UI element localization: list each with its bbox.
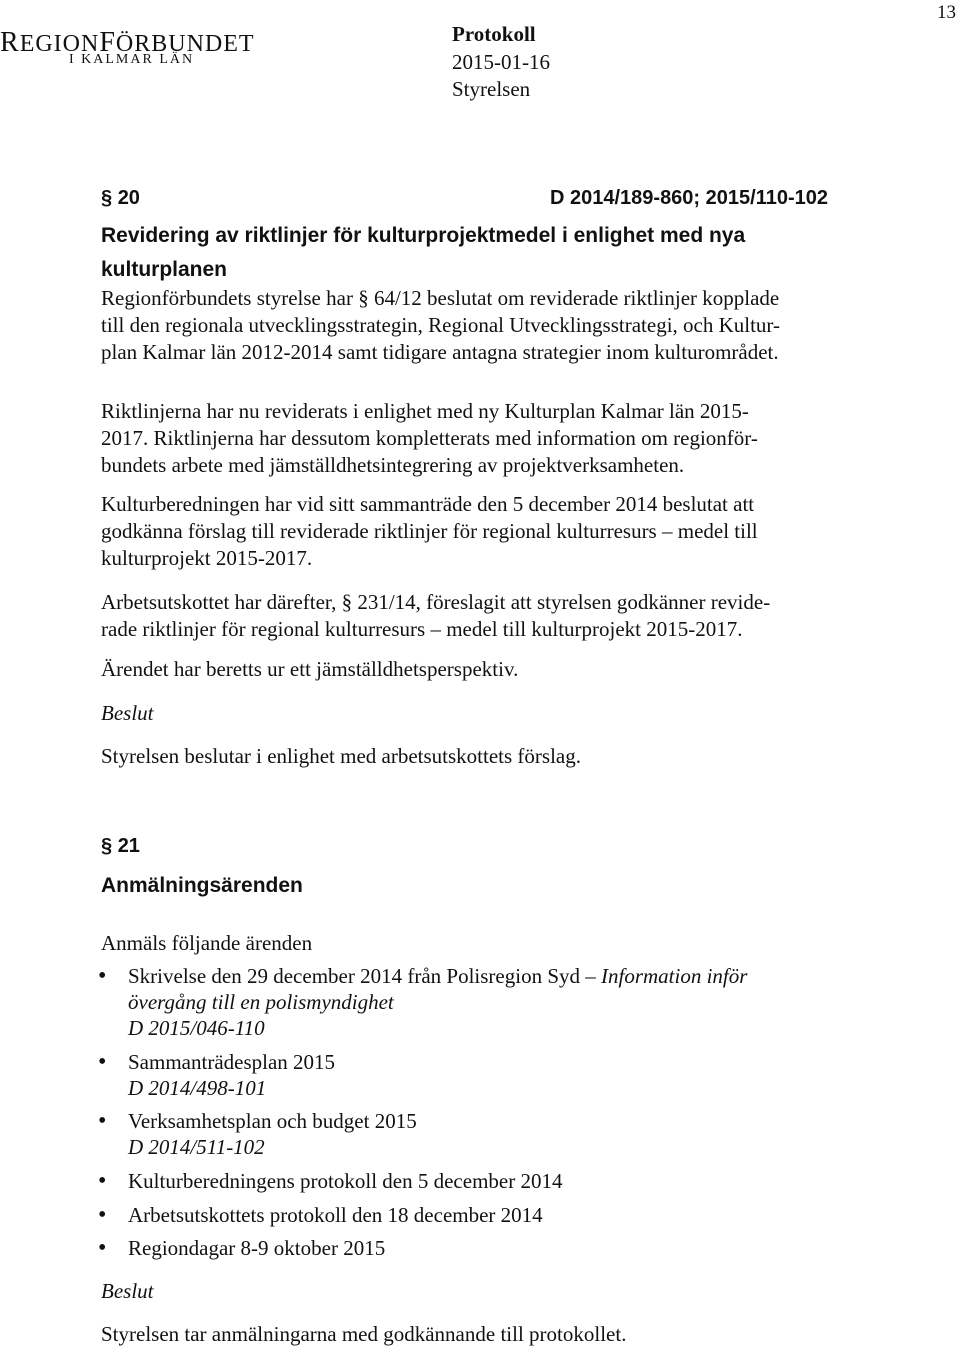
- section-21-number: § 21: [101, 835, 140, 857]
- section-21-title: Anmälningsärenden: [101, 874, 303, 897]
- committee-name: Styrelsen: [452, 77, 531, 101]
- section-21-intro: Anmäls följande ärenden: [101, 931, 313, 955]
- section-21-decision-label: Beslut: [101, 1279, 154, 1303]
- list-item: Kulturberedningens protokoll den 5 december 2014: [128, 1169, 563, 1193]
- document-date: 2015-01-16: [452, 50, 550, 74]
- bullet-icon: •: [98, 1108, 107, 1134]
- section-20-paragraph-3: Kulturberedningen har vid sitt sammanträde den 5 december 2014 beslutat att godkänna förslag till reviderade riktlinjer för regional kulturresurs – medel till kulturprojekt 2015-2017.: [101, 492, 758, 570]
- list-item: Skrivelse den 29 december 2014 från Polisregion Syd – Information inför övergång till en polismyndighet D 2015/046-110: [128, 964, 748, 1040]
- section-20-paragraph-4: Arbetsutskottet har därefter, § 231/14, föreslagit att styrelsen godkänner revide- rade riktlinjer för regional kulturresurs – medel till kulturprojekt 2015-2017.: [101, 590, 771, 641]
- bullet-icon: •: [98, 1202, 107, 1228]
- section-20-paragraph-2: Riktlinjerna har nu reviderats i enlighet med ny Kulturplan Kalmar län 2015- 2017. Riktlinjerna har dessutom kompletterats med information om regionför- bundets arbete med jämställdhetsintegrering av projektverksamheten.: [101, 399, 758, 477]
- section-20-number: § 20: [101, 187, 140, 209]
- bullet-icon: •: [98, 1168, 107, 1194]
- section-21-decision: Styrelsen tar anmälningarna med godkännande till protokollet.: [101, 1322, 627, 1346]
- list-item: Verksamhetsplan och budget 2015 D 2014/511-102: [128, 1109, 417, 1159]
- section-20-paragraph-5: Ärendet har beretts ur ett jämställdhetsperspektiv.: [101, 657, 519, 681]
- list-item: Regiondagar 8-9 oktober 2015: [128, 1236, 386, 1260]
- section-20-paragraph-1: Regionförbundets styrelse har § 64/12 beslutat om reviderade riktlinjer kopplade till den regionala utvecklingsstrategin, Regional Utvecklingsstrategi, och Kultur- plan Kalmar län 2012-2014 samt tidigare antagna strategier inom kulturområdet.: [101, 286, 780, 364]
- document-type: Protokoll: [452, 22, 536, 46]
- page-number: 13: [937, 2, 956, 23]
- section-20-decision: Styrelsen beslutar i enlighet med arbetsutskottets förslag.: [101, 744, 581, 768]
- list-item: Arbetsutskottets protokoll den 18 december 2014: [128, 1203, 543, 1227]
- section-20-reference: D 2014/189-860; 2015/110-102: [549, 187, 828, 209]
- section-20-title: Revidering av riktlinjer för kulturprojektmedel i enlighet med nya kulturplanen: [101, 224, 746, 281]
- bullet-icon: •: [98, 963, 107, 989]
- bullet-icon: •: [98, 1049, 107, 1075]
- bullet-icon: •: [98, 1235, 107, 1261]
- organization-logo-subtitle: I KALMAR LÄN: [69, 52, 195, 67]
- section-20-decision-label: Beslut: [101, 701, 154, 725]
- organization-logo: REGIONFÖRBUNDET: [0, 27, 255, 58]
- list-item: Sammanträdesplan 2015 D 2014/498-101: [128, 1050, 336, 1100]
